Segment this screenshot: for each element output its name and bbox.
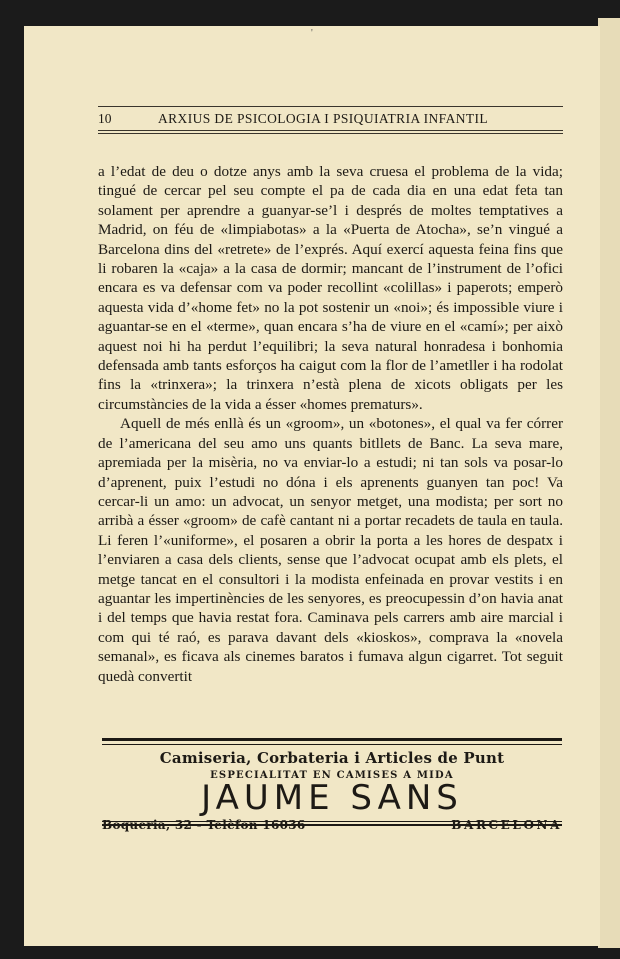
paragraph-2: Aquell de més enllà és un «groom», un «botones», el qual va fer córrer de l’americana del seu amo uns quants bitllets de Banc. La seva mare, apremiada per la misèria, no va enviar-lo a estudi; ni tan sols va posar-lo d’aprenent, puix l’estudi no dóna i els aprenents guanyen tan poc! Va cercar-li un amo: un advocat, un senyor metget, una modista; per sort no arribà a ésser «groom» de cafè cantant ni a portar recadets de taula en taula. Li feren l’«uniforme», el posaren a obrir la porta a les hores de despatx i l’enviaren a casa dels clients, sense que l’advocat ocupat amb els plets, el metge tancat en el consultori i la modista enfeinada en provar vestits i en aguantar les impertinències de les senyores, es preocupessin d’on havia anat i del temps que havia restat fora. Caminava pels carrers amb aire marcial i com qui té raó, es parava davant dels «kioskos», comprava la «novela semanal», es ficava als cinemes baratos i fumava algun cigarret. Tot seguit quedà convertit: [98, 415, 563, 685]
ad-specialty: ESPECIALITAT EN CAMISES A MIDA: [210, 770, 454, 781]
ad-rule-top-thin: [102, 744, 562, 745]
ad-rule-bottom-thin: [102, 821, 562, 822]
advertisement: [102, 738, 562, 826]
body-text: [98, 162, 563, 686]
ad-tagline: Camiseria, Corbateria i Articles de Punt: [159, 749, 505, 767]
paragraph-1: a l’edat de deu o dotze anys amb la seva cruesa el problema de la vida; tingué de cercar pel seu compte el pa de cada dia en una edat feta tan solament per aprendre a guanyar-se’l i després de moltes temptatives a Madrid, on féu de «limpiabotas» a la «Puerta de Atocha», se’n vingué a Barcelona dins del «retrete» de l’exprés. Aquí exercí aquesta feina fins que li robaren la «caja» a la casa de dormir; mancant de l’instrument de l’ofici encara es va defensar com va poder recollint «colillas» i paperots; emperò aquesta vida d’«home fet» no la pot sostenir un «noi»; és impossible viure i aguantar-se en el «terme», quan encara s’ha de viure en el «camí»; per això aquest noi hi ha perdut l’equilibri; la seva natural honradesa i bonhomia defensada amb tants esforços ha caigut com la flor de l’ametller i ha rodolat fins la «trinxera»; la trinxera n’està plena de xicots obligats per les circumstàncies de la vida a ésser «homes prematurs».: [98, 163, 563, 413]
ad-brand: JAUME SANS: [201, 778, 463, 818]
ad-rule-top: [102, 738, 562, 741]
top-mark: ': [311, 28, 313, 39]
header-rule-top: [98, 106, 563, 107]
page-header: [98, 106, 563, 134]
book-page: [24, 26, 600, 946]
ad-rule-bottom: [102, 824, 562, 826]
adjacent-page-edge: [598, 18, 620, 948]
header-rule-bottom: [98, 130, 563, 134]
running-title: ARXIUS DE PSICOLOGIA I PSIQUIATRIA INFANTIL: [158, 111, 489, 126]
page-number: 10: [98, 111, 112, 126]
